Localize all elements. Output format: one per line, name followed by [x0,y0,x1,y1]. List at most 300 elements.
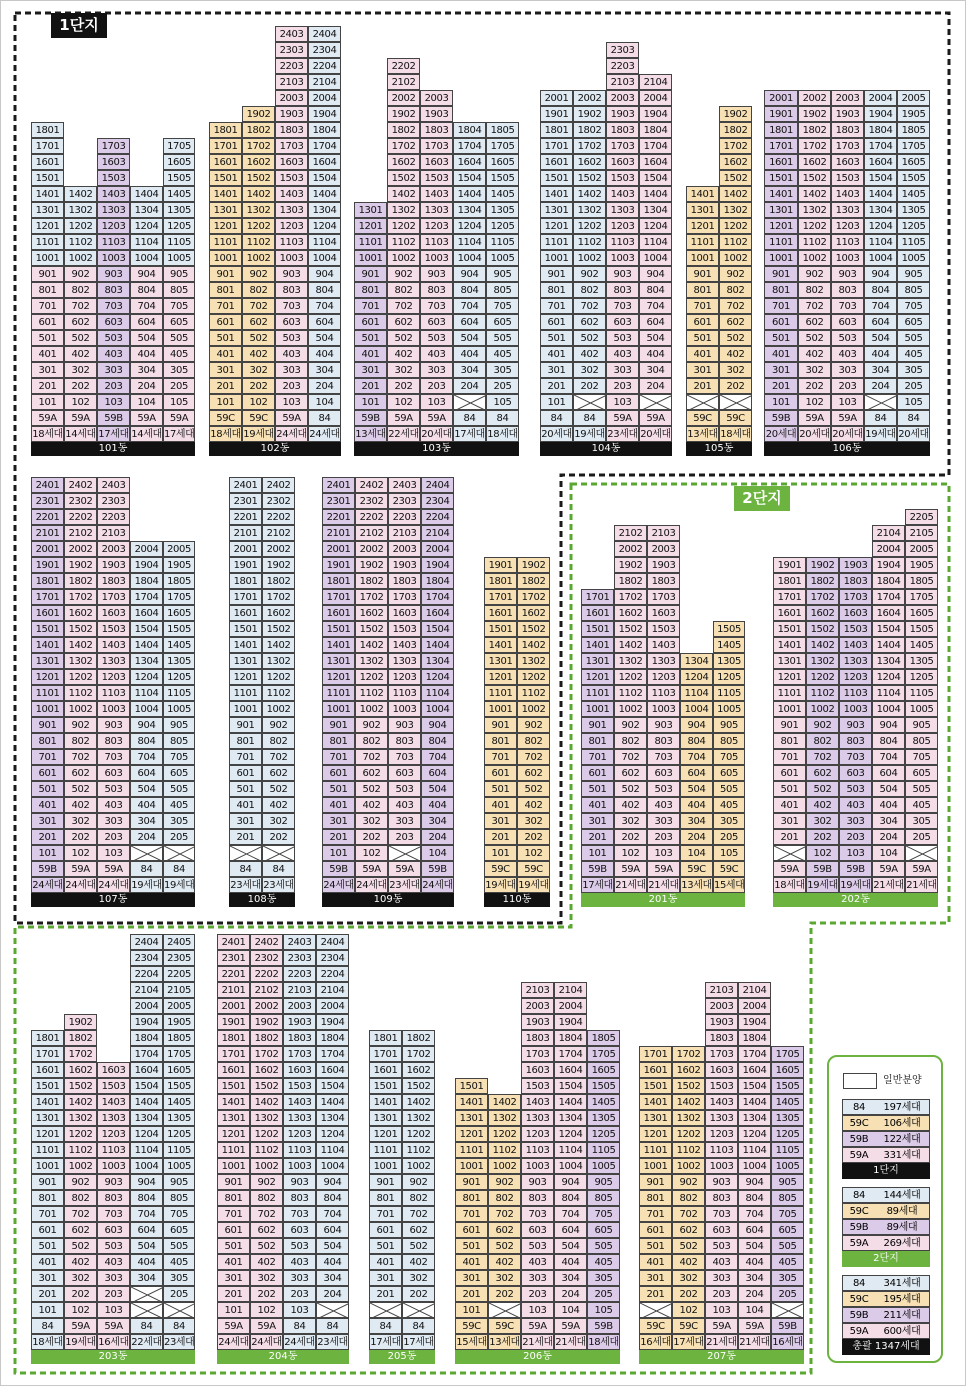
unit-cell: 1503 [420,170,453,186]
household-count: 18세대 [486,426,519,442]
no-unit-cell [229,845,262,861]
unit-cell: 1204 [554,1126,587,1142]
unit-cell: 701 [369,1206,402,1222]
unit-cell: 1903 [705,1014,738,1030]
unit-cell: 502 [806,781,839,797]
unit-cell: 102 [517,845,550,861]
unit-cell: 1501 [455,1078,488,1094]
unit-type-label: 84 [486,410,519,426]
unit-cell: 1501 [217,1078,250,1094]
unit-cell: 602 [262,765,295,781]
unit-cell: 303 [606,362,639,378]
complex2-label: 2단지 [734,486,790,511]
unit-cell: 502 [64,781,97,797]
unit-cell: 703 [283,1206,316,1222]
unit-cell: 2001 [217,998,250,1014]
unit-cell: 1603 [283,1062,316,1078]
unit-cell: 805 [771,1190,804,1206]
unit-cell: 503 [97,1238,130,1254]
unit-cell: 103 [647,845,680,861]
no-unit-cell [130,845,163,861]
unit-cell: 402 [573,346,606,362]
unit-cell: 1502 [719,170,752,186]
unit-cell: 1001 [773,701,806,717]
general-sale-swatch [843,1073,877,1089]
unit-cell: 704 [453,298,486,314]
unit-cell: 1003 [275,250,308,266]
unit-cell: 102 [614,845,647,861]
unit-cell: 1002 [672,1158,705,1174]
unit-cell: 2103 [606,74,639,90]
unit-cell: 1303 [275,202,308,218]
unit-cell: 702 [517,749,550,765]
unit-cell: 204 [872,829,905,845]
unit-cell: 1401 [31,186,64,202]
unit-cell: 2002 [387,90,420,106]
unit-cell: 1603 [705,1062,738,1078]
unit-type-label: 59C [517,861,550,877]
unit-cell: 2205 [163,966,195,982]
unit-cell: 304 [421,813,454,829]
unit-cell: 2104 [130,982,163,998]
unit-cell: 301 [686,362,719,378]
unit-cell: 304 [554,1270,587,1286]
unit-cell: 705 [486,298,519,314]
unit-cell: 1602 [64,1062,97,1078]
unit-cell: 902 [387,266,420,282]
unit-cell: 1504 [316,1078,349,1094]
unit-cell: 1205 [905,669,938,685]
unit-cell: 1501 [31,170,64,186]
household-count: 19세대 [163,877,195,893]
unit-cell: 402 [719,346,752,362]
unit-cell: 202 [806,829,839,845]
unit-type-label: 59A [773,861,806,877]
unit-cell: 1702 [355,589,388,605]
unit-cell: 604 [872,765,905,781]
unit-cell: 1001 [686,250,719,266]
unit-cell: 1202 [573,218,606,234]
unit-cell: 905 [163,717,195,733]
unit-cell: 1503 [97,170,130,186]
unit-cell: 602 [573,314,606,330]
unit-cell: 1004 [308,250,341,266]
unit-cell: 501 [484,781,517,797]
unit-cell: 1201 [581,669,614,685]
unit-cell: 302 [387,362,420,378]
unit-cell: 205 [163,1286,195,1302]
unit-cell: 804 [738,1190,771,1206]
legend-row: 59B 89세대 [842,1219,930,1235]
unit-cell: 801 [455,1190,488,1206]
unit-cell: 502 [387,330,420,346]
unit-cell: 703 [97,1206,130,1222]
unit-cell: 1204 [639,218,672,234]
unit-cell: 405 [163,797,195,813]
unit-cell: 302 [402,1270,435,1286]
unit-cell: 1401 [764,186,798,202]
unit-cell: 802 [402,1190,435,1206]
unit-cell: 1804 [639,122,672,138]
building-label: 107동 [31,893,195,907]
unit-cell: 303 [831,362,864,378]
unit-cell: 1302 [242,202,275,218]
unit-cell: 1404 [872,637,905,653]
unit-cell: 1902 [573,106,606,122]
unit-cell: 1201 [686,218,719,234]
unit-cell: 1004 [316,1158,349,1174]
unit-cell: 1105 [905,685,938,701]
unit-cell: 904 [453,266,486,282]
unit-cell: 601 [322,765,355,781]
unit-cell: 2003 [420,90,453,106]
unit-cell: 201 [217,1286,250,1302]
unit-cell: 905 [713,717,745,733]
unit-cell: 1101 [639,1142,672,1158]
unit-cell: 1203 [388,669,421,685]
unit-cell: 201 [31,378,64,394]
unit-cell: 1703 [606,138,639,154]
unit-cell: 503 [521,1238,554,1254]
unit-cell: 1202 [798,218,831,234]
unit-cell: 1501 [31,621,64,637]
unit-cell: 1001 [31,250,64,266]
unit-cell: 201 [540,378,573,394]
unit-cell: 403 [97,1254,130,1270]
unit-cell: 2004 [130,998,163,1014]
unit-cell: 1802 [806,573,839,589]
legend-total-complex1: 1단지 [842,1163,930,1179]
unit-cell: 1204 [421,669,454,685]
unit-cell: 902 [573,266,606,282]
unit-cell: 1805 [587,1030,620,1046]
unit-cell: 1305 [897,202,930,218]
unit-cell: 1402 [517,637,550,653]
unit-cell: 601 [540,314,573,330]
unit-type-label: 84 [897,410,930,426]
unit-cell: 2305 [163,950,195,966]
unit-cell: 1505 [905,621,938,637]
household-count: 14세대 [64,426,97,442]
unit-cell: 1102 [387,234,420,250]
no-unit-cell [453,394,486,410]
unit-type-label: 59A [905,861,938,877]
unit-cell: 1201 [455,1126,488,1142]
unit-cell: 1201 [540,218,573,234]
unit-cell: 2203 [97,509,130,525]
unit-cell: 704 [130,749,163,765]
unit-cell: 1604 [738,1062,771,1078]
unit-cell: 901 [31,1174,64,1190]
unit-cell: 101 [209,394,242,410]
unit-cell: 603 [606,314,639,330]
unit-cell: 801 [764,282,798,298]
unit-cell: 2005 [905,541,938,557]
unit-cell: 605 [587,1222,620,1238]
unit-cell: 1305 [713,653,745,669]
unit-cell: 1403 [420,186,453,202]
unit-cell: 902 [806,717,839,733]
unit-cell: 2104 [421,525,454,541]
unit-cell: 302 [672,1270,705,1286]
unit-cell: 104 [872,845,905,861]
unit-cell: 2103 [388,525,421,541]
unit-cell: 802 [387,282,420,298]
unit-type-label: 84 [229,861,262,877]
no-unit-cell [719,394,752,410]
unit-cell: 102 [672,1302,705,1318]
unit-cell: 1101 [484,685,517,701]
unit-cell: 2004 [130,541,163,557]
unit-cell: 802 [355,733,388,749]
unit-cell: 705 [905,749,938,765]
unit-cell: 1303 [283,1110,316,1126]
unit-cell: 1902 [387,106,420,122]
unit-cell: 1804 [864,122,897,138]
unit-cell: 103 [283,1302,316,1318]
unit-cell: 1605 [163,154,195,170]
unit-cell: 1302 [355,653,388,669]
unit-cell: 901 [764,266,798,282]
unit-cell: 702 [573,298,606,314]
unit-cell: 1101 [354,234,387,250]
unit-cell: 903 [420,266,453,282]
unit-cell: 2001 [322,541,355,557]
unit-cell: 1804 [738,1030,771,1046]
unit-cell: 1002 [798,250,831,266]
building-label: 110동 [484,893,550,907]
unit-cell: 1702 [64,589,97,605]
unit-type-label: 59B [581,861,614,877]
unit-cell: 305 [713,813,745,829]
unit-cell: 502 [573,330,606,346]
household-count: 18세대 [209,426,242,442]
building-label: 102동 [209,442,341,456]
unit-cell: 2004 [738,998,771,1014]
unit-cell: 1501 [369,1078,402,1094]
unit-type-label: 59C [680,861,713,877]
unit-cell: 1605 [897,154,930,170]
unit-cell: 302 [355,813,388,829]
unit-cell: 1003 [647,701,680,717]
unit-type-label: 84 [540,410,573,426]
household-count: 18세대 [719,426,752,442]
unit-cell: 703 [606,298,639,314]
unit-cell: 1801 [322,573,355,589]
unit-cell: 804 [453,282,486,298]
unit-cell: 1302 [387,202,420,218]
household-count: 17세대 [581,877,614,893]
unit-cell: 403 [705,1254,738,1270]
unit-cell: 502 [798,330,831,346]
unit-type-label: 59C [672,1318,705,1334]
unit-cell: 1701 [484,589,517,605]
unit-cell: 1502 [672,1078,705,1094]
unit-cell: 1901 [217,1014,250,1030]
unit-cell: 201 [773,829,806,845]
unit-cell: 902 [402,1174,435,1190]
unit-cell: 703 [388,749,421,765]
unit-cell: 1901 [322,557,355,573]
unit-cell: 105 [486,394,519,410]
unit-type-label: 59A [250,1318,283,1334]
unit-cell: 801 [209,282,242,298]
unit-cell: 202 [573,378,606,394]
unit-cell: 1902 [242,106,275,122]
unit-cell: 1404 [864,186,897,202]
unit-cell: 502 [355,781,388,797]
unit-cell: 1404 [738,1094,771,1110]
no-unit-cell [262,845,295,861]
unit-cell: 905 [486,266,519,282]
unit-cell: 1105 [486,234,519,250]
unit-cell: 1802 [573,122,606,138]
unit-cell: 803 [521,1190,554,1206]
unit-cell: 2304 [421,493,454,509]
unit-cell: 1402 [355,637,388,653]
unit-cell: 1701 [217,1046,250,1062]
unit-cell: 2201 [31,509,64,525]
unit-cell: 201 [31,1286,64,1302]
unit-cell: 1503 [606,170,639,186]
unit-type-label: 59A [738,1318,771,1334]
unit-cell: 2402 [250,934,283,950]
unit-cell: 2002 [250,998,283,1014]
unit-cell: 1501 [322,621,355,637]
unit-cell: 503 [388,781,421,797]
building-label: 206동 [455,1350,620,1364]
unit-cell: 502 [488,1238,521,1254]
no-unit-cell [402,1302,435,1318]
unit-cell: 1902 [262,557,295,573]
unit-cell: 301 [31,362,64,378]
unit-cell: 1501 [484,621,517,637]
unit-cell: 1103 [283,1142,316,1158]
unit-cell: 804 [130,282,163,298]
unit-cell: 801 [639,1190,672,1206]
unit-cell: 601 [581,765,614,781]
unit-cell: 802 [262,733,295,749]
household-count: 20세대 [798,426,831,442]
unit-cell: 1004 [554,1158,587,1174]
unit-cell: 1601 [31,605,64,621]
unit-cell: 1503 [647,621,680,637]
unit-cell: 1801 [764,122,798,138]
unit-cell: 202 [355,829,388,845]
unit-cell: 1103 [839,685,872,701]
unit-cell: 1605 [486,154,519,170]
unit-cell: 303 [97,362,130,378]
unit-cell: 702 [64,749,97,765]
unit-cell: 1405 [771,1094,804,1110]
unit-cell: 1202 [614,669,647,685]
unit-cell: 1002 [262,701,295,717]
unit-cell: 1203 [521,1126,554,1142]
unit-cell: 104 [680,845,713,861]
unit-cell: 901 [217,1174,250,1190]
unit-cell: 1105 [163,234,195,250]
building-label: 203동 [31,1350,195,1364]
legend-row: 84 341세대 [842,1275,930,1291]
unit-cell: 402 [64,1254,97,1270]
unit-type-label: 84 [262,861,295,877]
unit-cell: 902 [355,717,388,733]
unit-cell: 1204 [872,669,905,685]
household-count: 21세대 [521,1334,554,1350]
unit-cell: 402 [262,797,295,813]
unit-cell: 101 [31,845,64,861]
unit-cell: 704 [308,298,341,314]
unit-cell: 1702 [402,1046,435,1062]
unit-cell: 105 [163,394,195,410]
unit-cell: 1101 [31,685,64,701]
unit-cell: 301 [322,813,355,829]
unit-cell: 804 [872,733,905,749]
household-count: 19세대 [64,1334,97,1350]
unit-cell: 301 [369,1270,402,1286]
unit-cell: 505 [163,330,195,346]
unit-cell: 1004 [738,1158,771,1174]
unit-cell: 1104 [554,1142,587,1158]
unit-cell: 1903 [521,1014,554,1030]
unit-cell: 305 [897,362,930,378]
unit-cell: 1602 [262,605,295,621]
unit-cell: 505 [163,781,195,797]
unit-cell: 1002 [614,701,647,717]
unit-cell: 701 [581,749,614,765]
unit-cell: 205 [163,829,195,845]
unit-cell: 204 [453,378,486,394]
unit-cell: 1501 [581,621,614,637]
unit-cell: 1902 [250,1014,283,1030]
unit-cell: 2301 [217,950,250,966]
unit-cell: 1103 [275,234,308,250]
unit-cell: 1203 [606,218,639,234]
unit-cell: 1405 [713,637,745,653]
unit-cell: 1204 [864,218,897,234]
unit-cell: 403 [97,797,130,813]
household-count: 21세대 [614,877,647,893]
unit-cell: 801 [484,733,517,749]
unit-cell: 702 [614,749,647,765]
unit-cell: 1902 [517,557,550,573]
unit-cell: 103 [521,1302,554,1318]
no-unit-cell [864,394,897,410]
unit-cell: 803 [606,282,639,298]
unit-cell: 903 [521,1174,554,1190]
unit-cell: 603 [97,765,130,781]
unit-cell: 705 [897,298,930,314]
unit-cell: 1005 [163,250,195,266]
unit-cell: 1101 [540,234,573,250]
unit-cell: 2401 [217,934,250,950]
unit-cell: 1301 [209,202,242,218]
unit-cell: 1402 [672,1094,705,1110]
unit-cell: 1102 [242,234,275,250]
unit-cell: 1703 [705,1046,738,1062]
unit-cell: 601 [217,1222,250,1238]
unit-cell: 203 [647,829,680,845]
unit-cell: 2101 [31,525,64,541]
unit-cell: 702 [672,1206,705,1222]
unit-cell: 1402 [64,1094,97,1110]
unit-type-label: 59B [421,861,454,877]
unit-cell: 1503 [831,170,864,186]
legend-total-total: 총괄 1347세대 [842,1339,930,1355]
unit-cell: 901 [455,1174,488,1190]
unit-cell: 1904 [738,1014,771,1030]
unit-cell: 1602 [402,1062,435,1078]
